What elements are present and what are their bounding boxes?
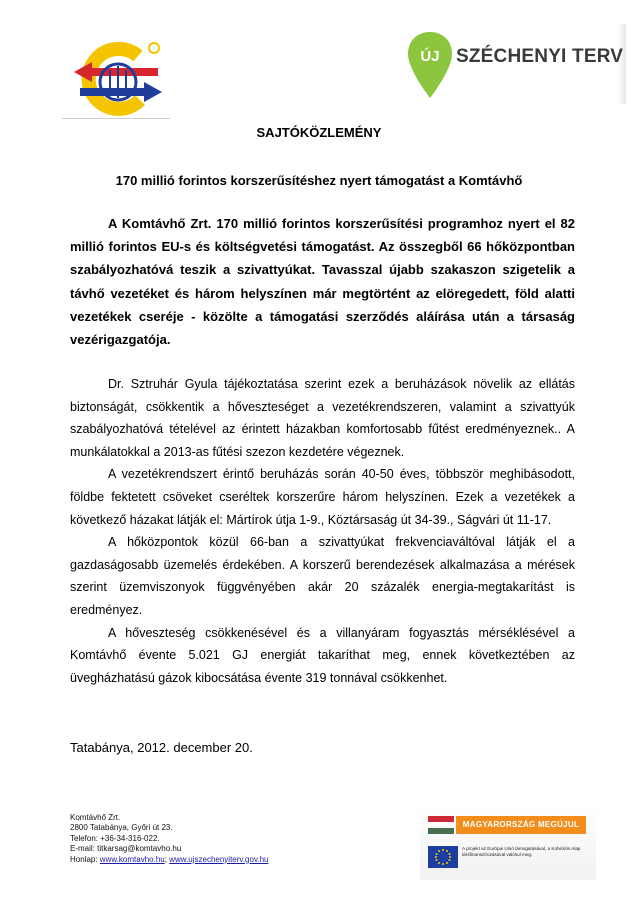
body-paragraph: A hőközpontok közül 66-ban a szivattyúkat frekvenciaváltóval látják el a gazdaságosabb üzemelés érdekében. A korszerű berendezések alkalmazása a mérések szerint üzemviszonyok függvényében akár 20 százalék energia-megtakarítást is eredményez. xyxy=(70,535,575,617)
komtavho-logo xyxy=(70,38,166,118)
pin-label: ÚJ xyxy=(420,48,440,65)
logo-underline xyxy=(62,118,170,119)
body-paragraph: A vezetékrendszert érintő beruházás során 40-50 éves, többször meghibásodott, földbe fektetett csöveket cseréltek korszerűre három helyszínen. Ezek a vezetékek a következő házakat látják el: Mártírok útja 1-9., Köztársaság út 34-39., Ságvári út 11-17. xyxy=(70,467,575,527)
hungary-flag-icon xyxy=(428,816,454,834)
footer-company: Komtávhő Zrt. xyxy=(70,813,121,822)
szechenyi-wordmark: SZÉCHENYI TERV xyxy=(456,46,624,67)
footer-email: E-mail: titkarsag@komtavho.hu xyxy=(70,844,182,854)
body-paragraph: Dr. Sztruhár Gyula tájékoztatása szerint ezek a beruházások növelik az ellátás biztonságát, csökkentik a hőveszteséget a vezetékrendszeren, valamint a szivattyúk szabályozhatóvá tételével az érintett házakban komfortosabb fűtést eredményeznek.. A munkálatokkal a 2013-as fűtési szezon kezdetére végeznek. xyxy=(70,377,575,459)
document-subtitle: 170 millió forintos korszerűsítéshez nyert támogatást a Komtávhő xyxy=(115,173,523,188)
eu-funding-text: A projekt az Európai Unió támogatásával, a Kohéziós Alap társfinanszírozásával valósul meg. xyxy=(462,846,581,857)
magyarorszag-megujul-banner: MAGYARORSZÁG MEGÚJUL xyxy=(456,816,586,834)
date-line: Tatabánya, 2012. december 20. xyxy=(70,740,253,755)
szechenyi-link[interactable]: www.ujszechenyiterv.gov.hu xyxy=(169,854,269,864)
lead-paragraph xyxy=(70,212,575,351)
footer-website: Honlap: www.komtavho.hu; www.ujszechenyiterv.gov.hu xyxy=(70,854,269,864)
eu-funding-badge xyxy=(420,806,596,880)
footer-phone: Telefon: +36-34-316-022. xyxy=(70,833,160,843)
footer-contact xyxy=(70,813,268,865)
komtavho-link[interactable]: www.komtavho.hu xyxy=(99,854,165,864)
eu-flag-icon xyxy=(428,846,458,868)
body-text xyxy=(70,373,575,689)
body-paragraph: A hőveszteség csökkenésével és a villanyáram fogyasztás mérséklésével a Komtávhő évente 5.021 GJ energiát takaríthat meg, ennek következtében az üvegházhatású gázok kibocsátása évente 319 tonnával csökkenhet. xyxy=(70,625,575,685)
footer-address: 2800 Tatabánya, Győri út 23. xyxy=(70,823,173,833)
document-title: SAJTÓKÖZLEMÉNY xyxy=(256,125,382,140)
lead-text: A Komtávhő Zrt. 170 millió forintos korszerűsítési programhoz nyert el 82 millió forintos EU-s és költségvetési támogatást. Az összegből 66 hőközpontban szabályozhatóvá teszik a szivattyúkat. Tavasszal újabb szakaszon szigetelik a távhő vezetéket és három helyszínen már megtörtént az elöregedett, föld alatti vezetékek cseréje - közölte a támogatási szerződés aláírása után a társaság vezérigazgatója. xyxy=(70,216,575,348)
location-pin-icon xyxy=(406,30,454,100)
szechenyi-terv-logo xyxy=(400,24,626,104)
